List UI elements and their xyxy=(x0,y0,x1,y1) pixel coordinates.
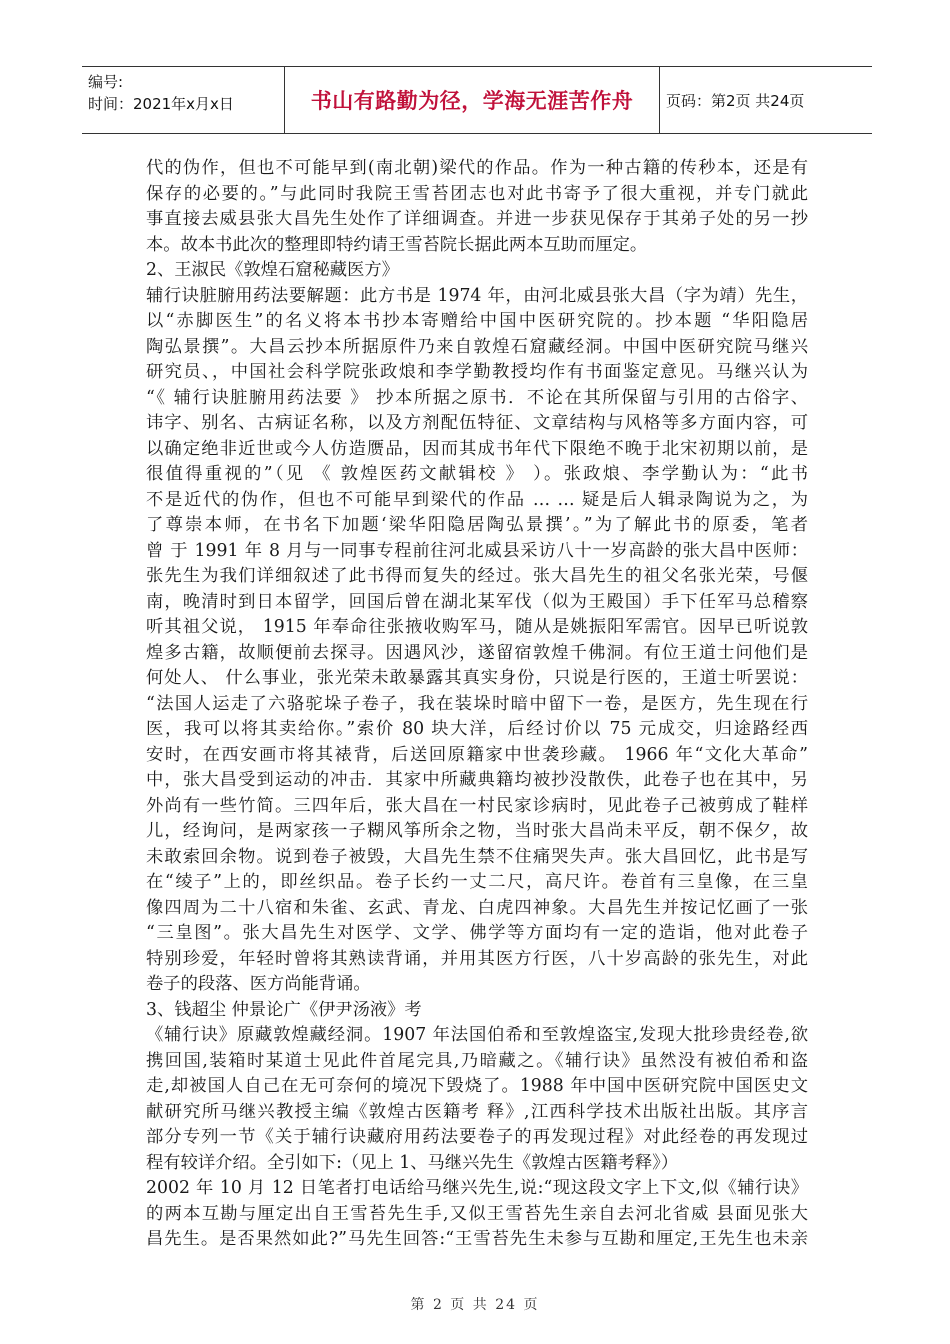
body-text-line: 卷子的段落、医方尚能背诵。 xyxy=(146,974,371,994)
body-text-line: 以“赤脚医生”的名义将本书抄本寄赠给中国中医研究院的。抄本题 “华阳隐居 xyxy=(146,311,808,331)
body-text-line: 不是近代的伪作，但也不可能早到梁代的作品 … … 疑是后人辑录陶说为之，为 xyxy=(146,489,808,510)
body-text-line: 辅行诀脏腑用药法要解题：此方书是 1974 年，由河北威县张大昌（字为靖）先生， xyxy=(146,285,808,306)
header-page-number: 页码：第2页 共24页 xyxy=(666,91,805,110)
body-text-line: 2002 年 10 月 12 日笔者打电话给马继兴先生,说:“现这段文字上下文,似《辅行诀》 xyxy=(146,1178,808,1198)
body-text-line: 事直接去威县张大昌先生处作了详细调查。并进一步获见保存于其弟子处的另一抄 xyxy=(146,209,808,229)
body-text-line: 特别珍爱，年轻时曾将其熟读背诵，并用其医方行医，八十岁高龄的张先生，对此 xyxy=(146,948,808,969)
body-text-line: 程有较详介绍。全引如下:（见上 1、马继兴先生《敦煌古医籍考释》） xyxy=(146,1152,679,1173)
body-text-line: 曾 于 1991 年 8 月与一同事专程前往河北威县采访八十一岁高龄的张大昌中医师： xyxy=(146,540,808,561)
body-text-line: 中，张大昌受到运动的冲击．其家中所藏典籍均被抄没散佚，此卷子也在其中，另 xyxy=(146,770,808,790)
body-text-line: 研究员、，中国社会科学院张政烺和李学勤教授均作有书面鉴定意见。马继兴认为 xyxy=(146,362,808,382)
body-text-line: 安时，在西安画市将其裱背，后送回原籍家中世袭珍藏。 1966 年“文化大革命” xyxy=(146,744,808,765)
body-text-line: “《 辅行诀脏腑用药法要 》 抄本所据之原书．不论在其所保留与引用的古俗字、 xyxy=(146,387,808,408)
body-text-line: 以确定绝非近世或今人仿造赝品，因而其成书年代下限绝不晚于北宋初期以前，是 xyxy=(146,438,808,459)
document-body xyxy=(146,156,808,1253)
body-text-line: 本。故本书此次的整理即特约请王雪苔院长据此两本互助而厘定。 xyxy=(146,234,648,255)
body-text-line: 携回国,装箱时某道士见此件首尾完具,乃暗藏之。《辅行诀》虽然没有被伯希和盗 xyxy=(146,1050,808,1071)
body-text-line: 南，晚清时到日本留学，回国后曾在湖北某军伐（似为王殿国）手下任军马总稽察 xyxy=(146,591,808,612)
body-text-line: 3、钱超尘 仲景论广《伊尹汤液》考 xyxy=(146,999,422,1020)
body-text-line: 很值得重视的”（见 《 敦煌医药文献辑校 》 ）。张政烺、李学勤认为：“此书 xyxy=(146,464,808,484)
body-text-line: 煌多古籍，故顺便前去探寻。因遇风沙，遂留宿敦煌千佛洞。有位王道士问他们是 xyxy=(146,642,808,663)
body-text-line: 儿，经询问，是两家孩一子糊风筝所余之物，当时张大昌尚未平反，朝不保夕，故 xyxy=(146,821,808,841)
body-text-line: 陶弘景撰”。大昌云抄本所据原件乃来自敦煌石窟藏经洞。中国中医研究院马继兴 xyxy=(146,336,808,357)
body-text-line: “三皇图”。张大昌先生对医学、文学、佛学等方面均有一定的造诣，他对此卷子 xyxy=(146,923,808,943)
header-page-cell xyxy=(660,67,872,133)
footer-page-number: 第 2 页 共 24 页 xyxy=(410,1297,540,1313)
page-header xyxy=(82,66,872,134)
body-text-line: 代的伪作，但也不可能早到(南北朝)梁代的作品。作为一种古籍的传秒本，还是有 xyxy=(146,158,808,178)
body-text-line: “法国人运走了六骆驼垛子卷子，我在装垛时暗中留下一卷，是医方，先生现在行 xyxy=(146,693,808,714)
body-text-line: 讳字、别名、古病证名称，以及方剂配伍特征、文章结构与风格等多方面内容，可 xyxy=(146,413,808,433)
body-text-line: 的两本互勘与厘定出自王雪苔先生手,又似王雪苔先生亲自去河北省威 县面见张大 xyxy=(146,1203,808,1224)
body-text-line: 《辅行诀》原藏敦煌藏经洞。1907 年法国伯希和至敦煌盗宝,发现大批珍贵经卷,欲 xyxy=(146,1025,808,1045)
document-number-label: 编号: xyxy=(88,73,124,91)
document-date-label: 时间：2021年x月x日 xyxy=(88,95,234,113)
body-text-line: 在“绫子”上的，即丝织品。卷子长约一丈二尺，高尺许。卷首有三皇像，在三皇 xyxy=(146,872,808,892)
body-text-line: 献研究所马继兴教授主编《敦煌古医籍考 释》,江西科学技术出版社出版。其序言 xyxy=(146,1101,808,1122)
page-footer xyxy=(0,1294,950,1314)
body-text-line: 保存的必要的。”与此同时我院王雪苔团志也对此书寄予了很大重视，并专门就此 xyxy=(146,183,808,204)
body-text-line: 听其祖父说， 1915 年奉命往张掖收购军马，随从是姚振阳军需官。因早已听说敦 xyxy=(146,617,808,637)
header-motto-cell xyxy=(285,67,660,133)
body-text-line: 何处人、 什么事业，张光荣未敢暴露其真实身份，只说是行医的，王道士听罢说： xyxy=(146,668,808,688)
body-text-line: 医，我可以将其卖给你。”索价 80 块大洋，后经讨价以 75 元成交，归途路经西 xyxy=(146,719,808,739)
body-text-line: 外尚有一些竹简。三四年后，张大昌在一村民家诊病时，见此卷子己被剪成了鞋样 xyxy=(146,795,808,816)
header-motto: 书山有路勤为径，学海无涯苦作舟 xyxy=(310,89,634,113)
body-text-line: 2、王淑民《敦煌石窟秘藏医方》 xyxy=(146,260,399,280)
body-text-line: 未敢索回余物。说到卷子被毁，大昌先生禁不住痛哭失声。张大昌回忆，此书是写 xyxy=(146,846,808,867)
body-text-line: 走,却被国人自己在无可奈何的境况下毁烧了。1988 年中国中医研究院中国医史文 xyxy=(146,1076,808,1096)
body-text-line: 昌先生。是否果然如此?”马先生回答:“王雪苔先生未参与互勘和厘定,王先生也未亲 xyxy=(146,1229,808,1249)
body-text-line: 部分专列一节《关于辅行诀藏府用药法要卷子的再发现过程》对此经卷的再发现过 xyxy=(146,1127,808,1147)
body-text-line: 像四周为二十八宿和朱雀、玄武、青龙、白虎四神象。大昌先生并按记忆画了一张 xyxy=(146,897,808,918)
body-text-line: 张先生为我们详细叙述了此书得而复失的经过。张大昌先生的祖父名张光荣，号偃 xyxy=(146,566,808,586)
body-text-line: 了尊崇本师，在书名下加题‘梁华阳隐居陶弘景撰’。”为了解此书的原委，笔者 xyxy=(146,515,808,535)
header-meta xyxy=(82,67,285,133)
